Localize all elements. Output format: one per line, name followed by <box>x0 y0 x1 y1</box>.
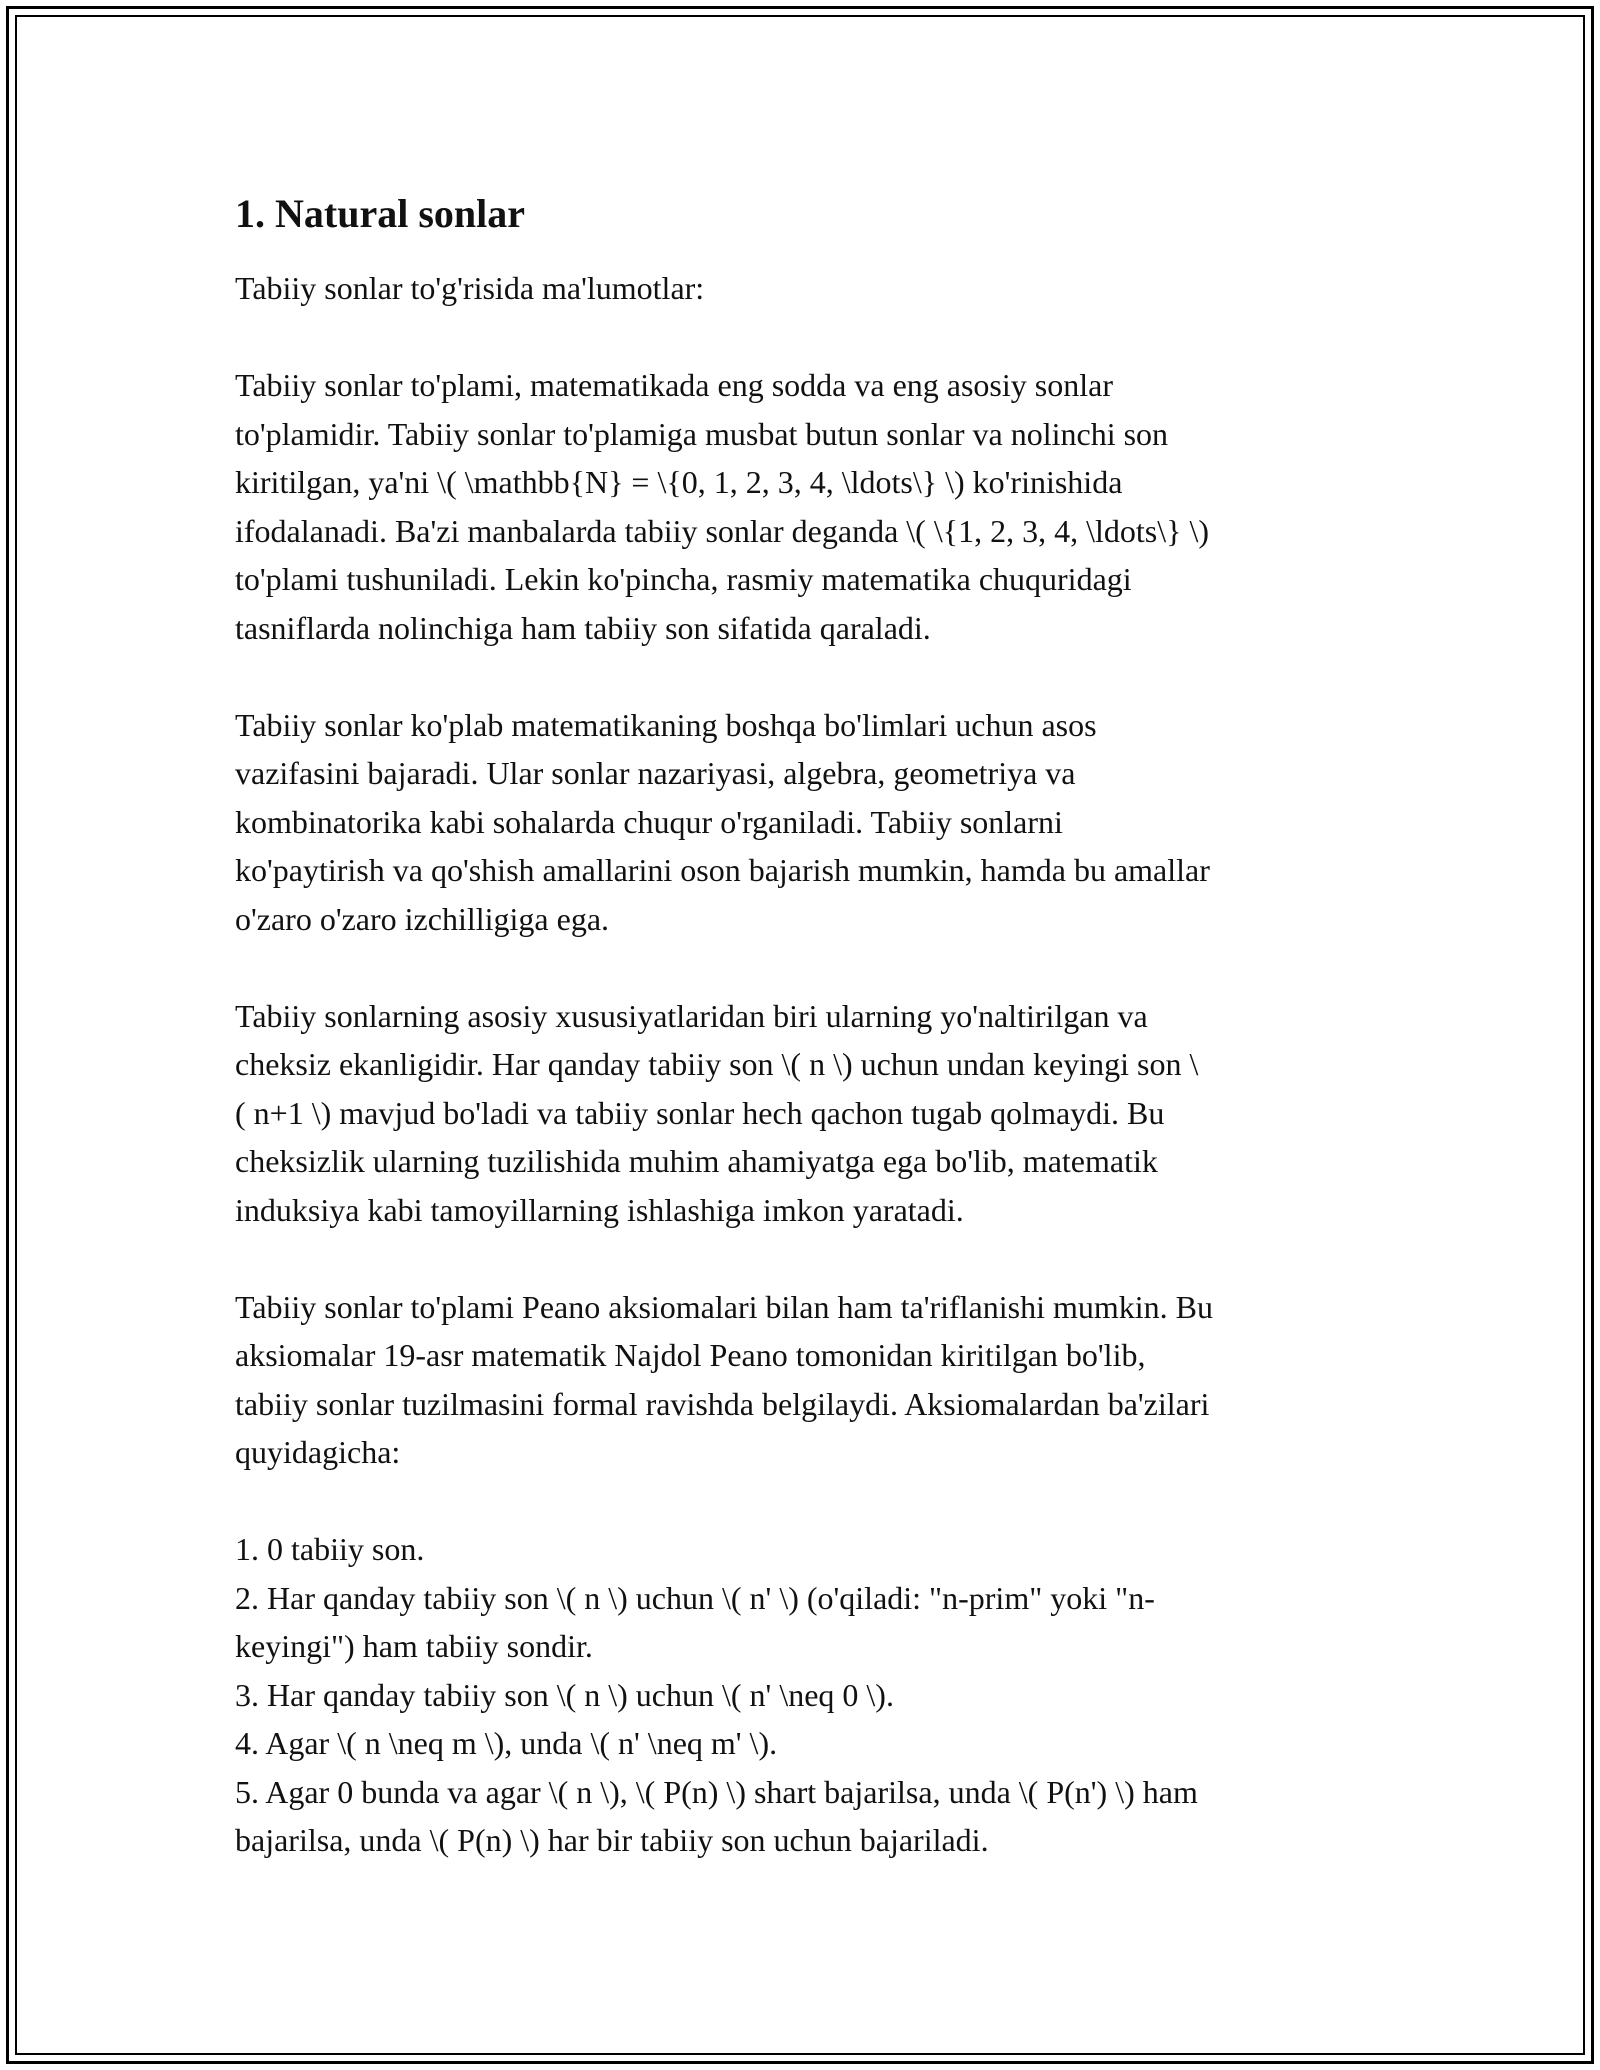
text-line: 1. 0 tabiiy son. <box>235 1531 425 1567</box>
paragraph-definition <box>235 361 1365 652</box>
list-item <box>235 1719 1365 1768</box>
text-line: to'plamidir. Tabiiy sonlar to'plamiga musbat butun sonlar va nolinchi son <box>235 415 1169 452</box>
text-line: induksiya kabi tamoyillarning ishlashiga imkon yaratadi. <box>235 1191 964 1228</box>
text-line: o'zaro o'zaro izchilligiga ega. <box>235 900 610 937</box>
text-line: quyidagicha: <box>235 1434 401 1470</box>
document-body <box>235 188 1365 1865</box>
text-line: tasniflarda nolinchiga ham tabiiy son sifatida qaraladi. <box>235 609 931 646</box>
text-line: kiritilgan, ya'ni \( \mathbb{N} = \{0, 1, 2, 3, 4, \ldots\} \) ko'rinishida <box>235 464 1123 500</box>
text-line: 5. Agar 0 bunda va agar \( n \), \( P(n) \) shart bajarilsa, unda \( P(n') \) ham <box>235 1773 1198 1810</box>
text-line: 2. Har qanday tabiiy son \( n \) uchun \( n' \) (o'qiladi: "n-prim" yoki "n- <box>235 1579 1155 1616</box>
text-line: vazifasini bajaradi. Ular sonlar nazariyasi, algebra, geometriya va <box>235 755 1076 791</box>
paragraph-foundation <box>235 701 1365 944</box>
text-line: Tabiiy sonlar to'plami Peano aksiomalari bilan ham ta'riflanishi mumkin. Bu <box>235 1288 1213 1325</box>
text-line: aksiomalar 19-asr matematik Najdol Peano tomonidan kiritilgan bo'lib, <box>235 1337 1146 1373</box>
paragraph-infinity <box>235 992 1365 1235</box>
text-line: 3. Har qanday tabiiy son \( n \) uchun \( n' \neq 0 \). <box>235 1676 894 1713</box>
text-line: cheksiz ekanligidir. Har qanday tabiiy son \( n \) uchun undan keyingi son \ <box>235 1046 1199 1082</box>
text-line: ko'paytirish va qo'shish amallarini oson bajarish mumkin, hamda bu amallar <box>235 852 1210 888</box>
list-item <box>235 1525 1365 1574</box>
text-line: bajarilsa, unda \( P(n) \) har bir tabiiy son uchun bajariladi. <box>235 1822 989 1858</box>
section-heading: 1. Natural sonlar <box>235 191 525 236</box>
text-line: Tabiiy sonlar ko'plab matematikaning boshqa bo'limlari uchun asos <box>235 706 1097 743</box>
text-line: Tabiiy sonlar to'plami, matematikada eng sodda va eng asosiy sonlar <box>235 367 1113 403</box>
text-line: tabiiy sonlar tuzilmasini formal ravishda belgilaydi. Aksiomalardan ba'zilari <box>235 1385 1210 1422</box>
text-line: keyingi") ham tabiiy sondir. <box>235 1628 593 1664</box>
paragraph-peano <box>235 1283 1365 1477</box>
list-item <box>235 1671 1365 1720</box>
text-line: cheksizlik ularning tuzilishida muhim ahamiyatga ega bo'lib, matematik <box>235 1143 1158 1179</box>
text-line: ifodalanadi. Ba'zi manbalarda tabiiy sonlar deganda \( \{1, 2, 3, 4, \ldots\} \) <box>235 512 1209 549</box>
text-line: 4. Agar \( n \neq m \), unda \( n' \neq m' \). <box>235 1725 778 1761</box>
list-item <box>235 1768 1365 1865</box>
text-line: ( n+1 \) mavjud bo'ladi va tabiiy sonlar hech qachon tugab qolmaydi. Bu <box>235 1094 1165 1131</box>
text-line: Tabiiy sonlarning asosiy xususiyatlaridan biri ularning yo'naltirilgan va <box>235 997 1148 1034</box>
text-line: to'plami tushuniladi. Lekin ko'pincha, rasmiy matematika chuquridagi <box>235 561 1132 597</box>
intro-paragraph: Tabiiy sonlar to'g'risida ma'lumotlar: <box>235 270 705 306</box>
list-item <box>235 1574 1365 1671</box>
text-line: kombinatorika kabi sohalarda chuqur o'rganiladi. Tabiiy sonlarni <box>235 803 1063 840</box>
axiom-list <box>235 1525 1365 1865</box>
